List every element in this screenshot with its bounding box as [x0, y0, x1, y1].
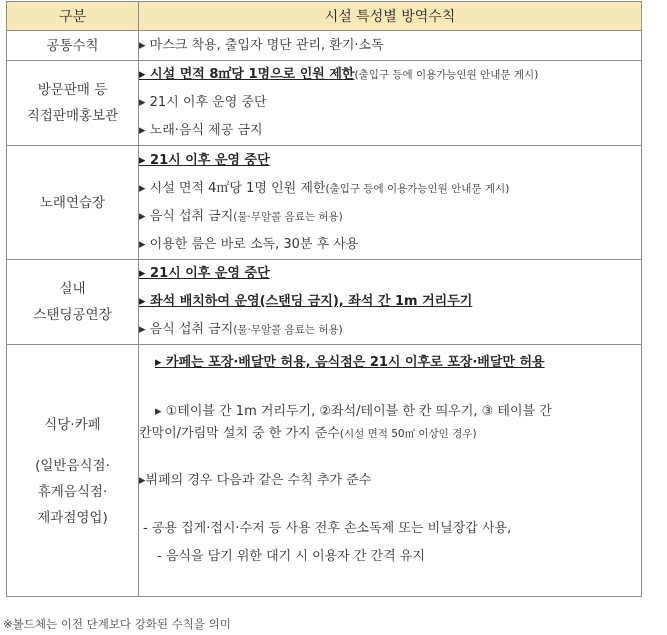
- table-row: [7, 61, 642, 146]
- rule-bold-text: ▸ 카페는 포장·배달만 허용, 음식점은 21시 이후로 포장·배달만 허용: [155, 355, 545, 370]
- rule-item: [139, 175, 641, 203]
- category-line: 방문판매 등: [37, 82, 108, 98]
- spacer: [139, 445, 641, 467]
- row-category: [7, 260, 139, 345]
- rule-item: [139, 349, 641, 377]
- table-row: [7, 31, 642, 61]
- row-category: [7, 345, 139, 597]
- category-line: (일반음식점·: [35, 457, 110, 474]
- rule-item: [139, 260, 641, 288]
- rule-note: (출입구 등에 이용가능인원 안내문 게시): [354, 69, 539, 81]
- table-row: [7, 260, 642, 345]
- quarantine-rules-table: [6, 1, 642, 597]
- category-line: 휴게음식점·: [37, 483, 108, 500]
- rule-item: ▸ 이용한 룸은 바로 소독, 30분 후 사용: [139, 236, 359, 252]
- rule-text: ▸ 음식 섭취 금지: [139, 322, 234, 337]
- header-rules: 시설 특성별 방역수칙: [139, 2, 642, 31]
- rule-note: (출입구 등에 이용가능인원 안내문 게시): [325, 182, 510, 195]
- rule-note: (물·무알콜 음료는 허용): [233, 210, 343, 223]
- category-line: 실내: [59, 281, 86, 297]
- row-rules: [139, 61, 642, 146]
- category-line: 스탠딩공연장: [33, 307, 112, 323]
- footnote: ※볼드체는 이전 단계보다 강화된 수칙을 의미: [3, 617, 231, 631]
- rule-item: [139, 423, 641, 445]
- table-header-row: [7, 2, 642, 31]
- rule-item: ▸ 마스크 착용, 출입자 명단 관리, 환기·소독: [139, 37, 384, 53]
- category-line: 식당·카페: [44, 416, 101, 433]
- category-line: 직접판매홍보관: [26, 108, 119, 124]
- rule-note: (시설 면적 50㎡ 이상인 경우): [339, 428, 477, 440]
- category-spacer: [7, 439, 138, 453]
- table-row: [7, 345, 642, 597]
- row-category: [7, 61, 139, 146]
- rule-item: ▸ ①테이블 간 1m 거리두기, ②좌석/테이블 한 칸 띄우기, ③ 테이블 간: [155, 404, 552, 419]
- rule-bold-text: ▸ 시설 면적 8㎡당 1명으로 인원 제한: [139, 67, 355, 82]
- rule-note: (물·무알콜 음료는 허용): [233, 324, 343, 336]
- rule-item: [139, 61, 641, 89]
- rule-bold-text: ▸ 좌석 배치하여 운영(스탠딩 금지), 좌석 간 1m 거리두기: [139, 294, 473, 309]
- row-rules: [139, 146, 642, 260]
- spacer: [139, 377, 641, 401]
- category-line: 제과점영업): [37, 509, 108, 526]
- rule-item: - 공용 집게·접시·수저 등 사용 전후 손소독제 또는 비닐장갑 사용,: [143, 521, 512, 536]
- rule-item: [139, 203, 641, 231]
- rule-bold-text: ▸ 21시 이후 운영 중단: [139, 152, 270, 168]
- spacer: [139, 495, 641, 515]
- rule-text: ▸ 음식 섭취 금지: [139, 208, 234, 224]
- table-row: [7, 146, 642, 260]
- rule-item: ▸ 노래·음식 제공 금지: [139, 123, 263, 138]
- rule-text: 칸막이/가림막 설치 중 한 가지 준수: [139, 426, 340, 441]
- rule-item: ▸ 21시 이후 운영 중단: [139, 95, 267, 110]
- rule-bold-text: ▸ 21시 이후 운영 중단: [139, 266, 270, 281]
- rule-item: [139, 147, 641, 175]
- rule-item: [139, 316, 641, 344]
- row-rules: [139, 31, 642, 61]
- header-category: 구분: [7, 2, 139, 31]
- rule-text: ▸ 시설 면적 4㎡당 1명 인원 제한: [139, 180, 326, 196]
- rule-item: [139, 288, 641, 316]
- rule-item: ▸뷔페의 경우 다음과 같은 수칙 추가 준수: [139, 473, 372, 488]
- row-category: 노래연습장: [7, 146, 139, 260]
- row-rules: [139, 345, 642, 597]
- rule-item: - 음식을 담기 위한 대기 시 이용자 간 간격 유지: [157, 549, 425, 564]
- row-category: 공통수칙: [7, 31, 139, 61]
- row-rules: [139, 260, 642, 345]
